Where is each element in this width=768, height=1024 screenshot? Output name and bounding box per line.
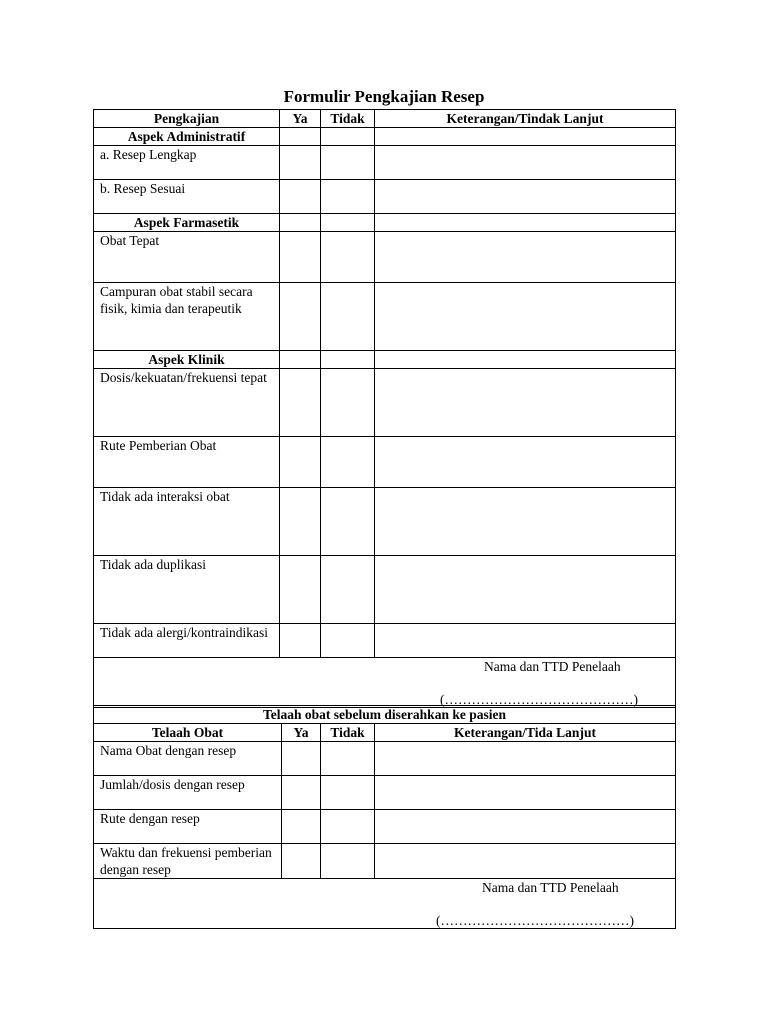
table-row: [94, 810, 676, 844]
item-waktu-frekuensi: Waktu dan frekuensi pemberian dengan resep: [94, 844, 282, 879]
keterangan-cell[interactable]: [375, 844, 676, 879]
tidak-cell[interactable]: [321, 742, 375, 776]
keterangan-cell[interactable]: [375, 283, 676, 351]
header-pengkajian: Pengkajian: [94, 110, 280, 128]
tidak-cell[interactable]: [321, 180, 375, 214]
ya-cell[interactable]: [280, 146, 321, 180]
section-heading-row: [94, 351, 676, 369]
section-heading-klinik: Aspek Klinik: [94, 351, 280, 369]
keterangan-cell[interactable]: [375, 624, 676, 658]
keterangan-cell[interactable]: [375, 369, 676, 437]
ya-cell: [280, 351, 321, 369]
keterangan-cell[interactable]: [375, 556, 676, 624]
item-rute: Rute dengan resep: [94, 810, 282, 844]
form-title: Formulir Pengkajian Resep: [283, 87, 485, 106]
item-resep-lengkap: a. Resep Lengkap: [94, 146, 280, 180]
table-row: [94, 624, 676, 658]
ya-cell[interactable]: [280, 232, 321, 283]
table-header-row: [94, 724, 676, 742]
signature-cell[interactable]: [94, 658, 676, 708]
header-tidak: Tidak: [321, 110, 375, 128]
table-row: [94, 369, 676, 437]
ya-cell[interactable]: [280, 437, 321, 488]
header-keterangan: Keterangan/Tida Lanjut: [375, 724, 676, 742]
table-row: [94, 232, 676, 283]
table-row: [94, 556, 676, 624]
ya-cell[interactable]: [280, 556, 321, 624]
tidak-cell[interactable]: [321, 232, 375, 283]
header-ya: Ya: [280, 110, 321, 128]
table-header-row: [94, 110, 676, 128]
item-obat-tepat: Obat Tepat: [94, 232, 280, 283]
table-row: [94, 180, 676, 214]
keterangan-cell[interactable]: [375, 146, 676, 180]
dispensing-review-table: [93, 705, 676, 929]
signature-line: (……………………………………): [436, 913, 634, 928]
keterangan-cell[interactable]: [375, 810, 676, 844]
keterangan-cell[interactable]: [375, 232, 676, 283]
tidak-cell[interactable]: [321, 624, 375, 658]
table-row: [94, 283, 676, 351]
ya-cell[interactable]: [280, 283, 321, 351]
table-row: [94, 742, 676, 776]
tidak-cell[interactable]: [321, 369, 375, 437]
tidak-cell: [321, 128, 375, 146]
tidak-cell[interactable]: [321, 810, 375, 844]
ya-cell[interactable]: [282, 844, 321, 879]
table-row: [94, 437, 676, 488]
keterangan-cell[interactable]: [375, 488, 676, 556]
ya-cell[interactable]: [280, 624, 321, 658]
signature-cell[interactable]: [94, 879, 676, 929]
header-keterangan: Keterangan/Tindak Lanjut: [375, 110, 676, 128]
keterangan-cell: [375, 214, 676, 232]
header-tidak: Tidak: [321, 724, 375, 742]
ya-cell: [280, 214, 321, 232]
tidak-cell[interactable]: [321, 437, 375, 488]
item-jumlah-dosis: Jumlah/dosis dengan resep: [94, 776, 282, 810]
signature-label: Nama dan TTD Penelaah: [482, 880, 619, 895]
tidak-cell[interactable]: [321, 844, 375, 879]
signature-label: Nama dan TTD Penelaah: [484, 659, 621, 674]
tidak-cell[interactable]: [321, 146, 375, 180]
signature-line: (……………………………………): [440, 692, 638, 707]
tidak-cell[interactable]: [321, 556, 375, 624]
section-title-row: [94, 706, 676, 724]
keterangan-cell: [375, 351, 676, 369]
ya-cell[interactable]: [282, 776, 321, 810]
item-nama-obat: Nama Obat dengan resep: [94, 742, 282, 776]
table-row: [94, 844, 676, 879]
section-heading-row: [94, 128, 676, 146]
tidak-cell: [321, 351, 375, 369]
header-telaah-obat: Telaah Obat: [94, 724, 282, 742]
item-duplikasi: Tidak ada duplikasi: [94, 556, 280, 624]
section-heading-row: [94, 214, 676, 232]
ya-cell[interactable]: [282, 742, 321, 776]
keterangan-cell: [375, 128, 676, 146]
item-dosis: Dosis/kekuatan/frekuensi tepat: [94, 369, 280, 437]
header-ya: Ya: [282, 724, 321, 742]
item-rute-pemberian: Rute Pemberian Obat: [94, 437, 280, 488]
section-heading-administratif: Aspek Administratif: [94, 128, 280, 146]
ya-cell[interactable]: [280, 488, 321, 556]
table-row: [94, 776, 676, 810]
tidak-cell[interactable]: [321, 283, 375, 351]
prescription-review-table: [93, 109, 676, 708]
section-heading-farmasetik: Aspek Farmasetik: [94, 214, 280, 232]
table-row: [94, 488, 676, 556]
signature-row: [94, 658, 676, 708]
section-title: Telaah obat sebelum diserahkan ke pasien: [94, 706, 676, 724]
keterangan-cell[interactable]: [375, 180, 676, 214]
tidak-cell: [321, 214, 375, 232]
ya-cell[interactable]: [280, 369, 321, 437]
item-interaksi-obat: Tidak ada interaksi obat: [94, 488, 280, 556]
ya-cell: [280, 128, 321, 146]
item-resep-sesuai: b. Resep Sesuai: [94, 180, 280, 214]
keterangan-cell[interactable]: [375, 776, 676, 810]
item-campuran-obat: Campuran obat stabil secara fisik, kimia dan terapeutik: [94, 283, 280, 351]
keterangan-cell[interactable]: [375, 742, 676, 776]
ya-cell[interactable]: [280, 180, 321, 214]
keterangan-cell[interactable]: [375, 437, 676, 488]
tidak-cell[interactable]: [321, 488, 375, 556]
signature-row: [94, 879, 676, 929]
table-row: [94, 146, 676, 180]
ya-cell[interactable]: [282, 810, 321, 844]
tidak-cell[interactable]: [321, 776, 375, 810]
item-alergi: Tidak ada alergi/kontraindikasi: [94, 624, 280, 658]
